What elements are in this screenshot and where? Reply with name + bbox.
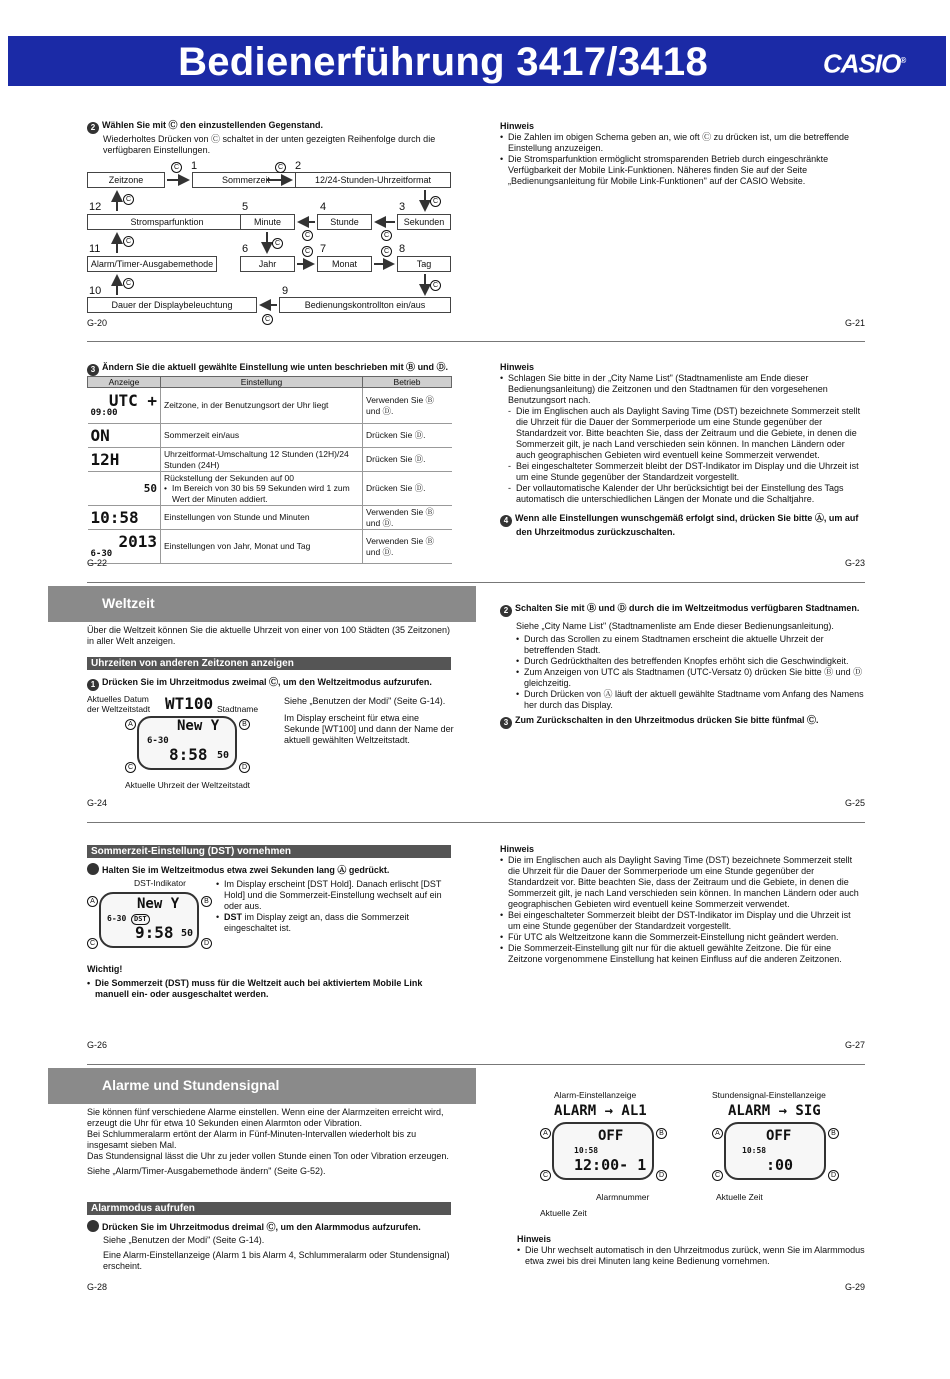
lcd-text: ALARM → SIG [728,1103,821,1119]
d-button-icon: D [239,762,250,773]
dst-bold: DST [224,911,242,922]
step-text: Drücken Sie im Uhrzeitmodus dreimal Ⓒ, um den Alarmmodus aufzurufen. [102,1222,421,1232]
lcd-text: New Y [177,718,220,734]
display-cell [88,388,161,424]
section-weltzeit: Weltzeit [48,586,476,622]
operation-cell: Drücken Sie Ⓓ. [363,424,452,448]
lcd-text: New Y [137,896,180,912]
b-button-icon: B [656,1128,667,1139]
divider [87,341,865,342]
g28-notes [103,1235,453,1272]
label-alarm-number: Alarmnummer [596,1192,650,1202]
flow-box-ton: Bedienungskontrollton ein/aus [279,297,451,313]
lcd-text: ON [90,425,110,445]
operation-cell: Drücken Sie Ⓓ. [363,448,452,472]
flow-num: 7 [320,243,327,255]
page-number: G-23 [845,558,866,568]
step-text: Drücken Sie im Uhrzeitmodus zweimal Ⓒ, um den Weltzeitmodus aufzurufen. [102,677,432,687]
label-date: Aktuelles Datum der Weltzeitstadt [87,694,151,715]
warning-list [87,978,457,1000]
c-button-icon: C [123,194,134,205]
a-button-icon: A [540,1128,551,1139]
table-row [88,424,452,448]
reference-text: Siehe „Alarm/Timer-Ausgabemethode ändern" (Seite G-52). [87,1165,326,1176]
g29-hint [517,1234,865,1267]
hint-item: • Die Stromsparfunktion ermöglicht stromsparenden Betrieb durch eingeschränkte Verfügbarkeit der Mobile Link-Funktionen. Näheres finden Sie auf der Seite „Bedienungsanleitung für Mobile Link-Funktionen" auf der CASIO Website. [500,154,865,187]
intro-text: Das Stundensignal lässt die Uhr zu jeder vollen Stunde einen Ton oder Vibration erzeugen. [87,1150,449,1161]
setting-cell: Zeitzone, in der Benutzungsort der Uhr liegt [161,388,363,424]
lcd-text: 12H [90,449,120,469]
col-anzeige: Anzeige [88,377,161,388]
flow-box-stromspar: Stromsparfunktion [87,214,247,230]
subsection-bar: Uhrzeiten von anderen Zeitzonen anzeigen [87,657,451,670]
lcd-text: 10:58 [574,1146,599,1155]
hint-subitem: - Die im Englischen auch als Daylight Saving Time (DST) bezeichnete Sommerzeit stellt die Uhrzeit für die Dauer der Sommerperiode um eine Stunde gegenüber der Standardzeit vor. Bitte beachten Sie, dass der Zeitraum und die Gebiete, in denen die Sommerzeit gilt, je nach Land verschieden sein können. In manchen Ländern oder auch geographischen Gebieten wird eventuell keine Sommerzeit verwendet. [508,406,865,461]
section-alarme: Alarme und Stundensignal [48,1068,476,1104]
dst-watch-figure [87,876,212,954]
operation-cell: Verwenden Sie Ⓑ und Ⓓ. [363,388,452,424]
step-text: Halten Sie im Weltzeitmodus etwa zwei Sekunden lang Ⓐ gedrückt. [102,865,390,875]
header-bar [8,36,946,86]
label-dst: DST-Indikator [134,878,186,888]
setting-cell: Uhrzeitformat-Umschaltung 12 Stunden (12H)/24 Stunden (24H) [161,448,363,472]
alarm-watch-figure [540,1088,690,1218]
g26-notes [216,879,456,934]
step-text: Wiederholtes Drücken von Ⓒ schaltet in der unten gezeigten Reihenfolge durch die verfügbaren Einstellungen. [103,134,436,155]
c-button-icon: C [302,230,313,241]
page-number: G-29 [845,1282,866,1292]
flow-box-alarm: Alarm/Timer-Ausgabemethode [87,256,217,272]
c-button-icon: C [540,1170,551,1181]
flow-num: 2 [295,160,302,172]
lcd-text: 09:00 [90,408,118,418]
intro-text: Bei Schlummeralarm ertönt der Alarm in Fünf-Minuten-Intervallen wiederholt bis zu insgesamt sieben Mal. [87,1128,417,1150]
lcd-text: OFF [766,1128,792,1144]
c-button-icon: C [123,278,134,289]
g20-step [87,120,457,156]
flow-box-jahr: Jahr [240,256,295,272]
hint-item: • Bei eingeschalteter Sommerzeit bleibt der DST-Indikator im Display und die Uhrzeit ist um eine Stunde gegenüber der Standardzeit vorgestellt. [500,910,865,932]
dst-indicator: DST [131,914,150,925]
step-heading: Ändern Sie die aktuell gewählte Einstellung wie unten beschrieben mit Ⓑ und Ⓓ. [102,362,449,372]
description-text: Eine Alarm-Einstellanzeige (Alarm 1 bis Alarm 4, Schlummeralarm oder Stundensignal) erscheint. [103,1249,450,1271]
lcd-text: 10:58 [90,507,139,527]
step-number: 2 [500,605,512,617]
info-item: • Durch Drücken von Ⓐ läuft der aktuell gewählte Stadtname vom Anfang des Namens her durch das Display. [516,689,865,711]
step-bullet [87,863,99,875]
c-button-icon: C [712,1170,723,1181]
lcd-text: 6-30 [90,549,113,560]
table-row [88,506,452,530]
intro-text: Sie können fünf verschiedene Alarme einstellen. Wenn eine der Alarmzeiten erreicht wird, erzeugt die Uhr für etwa 10 Sekunden einen Alarmton oder Vibration. [87,1107,444,1128]
c-button-icon: C [123,236,134,247]
table-row [88,448,452,472]
col-betrieb: Betrieb [363,377,452,388]
flow-num: 3 [399,201,406,213]
page-number: G-27 [845,1040,866,1050]
a-button-icon: A [125,719,136,730]
flow-box-licht: Dauer der Displaybeleuchtung [87,297,257,313]
lcd-text: 8:58 [169,745,208,764]
b-button-icon: B [239,719,250,730]
lcd-text: 6-30 [147,736,169,746]
watch-face [99,892,199,948]
operation-cell: Verwenden Sie Ⓑ und Ⓓ. [363,506,452,530]
c-button-icon: C [381,246,392,257]
warning-item: • Die Sommerzeit (DST) muss für die Weltzeit auch bei aktiviertem Mobile Link manuell ein- oder ausgeschaltet werden. [87,978,457,1000]
lcd-text: 50 [217,750,230,761]
step-number: 3 [87,364,99,376]
step-text: Zum Zurückschalten in den Uhrzeitmodus drücken Sie bitte fünfmal Ⓒ. [515,714,819,725]
lcd-text: 9:58 [135,923,174,942]
info-item: • Durch das Scrollen zu einem Stadtnamen erscheint die aktuelle Uhrzeit der betreffenden Stadt. [516,634,865,656]
hint-heading: Hinweis [517,1234,552,1244]
reference-text: Siehe „City Name List" (Stadtnamenliste am Ende dieser Bedienungsanleitung). [516,621,834,631]
lcd-text: :00 [766,1156,794,1174]
hint-heading: Hinweis [500,844,535,854]
divider [87,822,865,823]
display-cell [88,472,161,506]
display-cell [88,448,161,472]
c-button-icon: C [302,246,313,257]
c-button-icon: C [430,196,441,207]
b-button-icon: B [828,1128,839,1139]
hint-subitem: - Der vollautomatische Kalender der Uhr berücksichtigt bei der Einstellung des Tags automatisch die unterschiedlichen Längen der Monate und die Schaltjahre. [508,483,865,505]
c-button-icon: C [430,280,441,291]
c-button-icon: C [125,762,136,773]
setting-cell: Sommerzeit ein/aus [161,424,363,448]
label-signal: Stundensignal-Einstellanzeige [712,1090,826,1100]
flow-num: 1 [191,160,198,172]
page-number: G-22 [87,558,108,568]
flow-num: 11 [89,243,101,255]
lcd-text: WT100 [165,694,214,713]
display-cell [88,424,161,448]
a-button-icon: A [712,1128,723,1139]
flow-box-format: 12/24-Stunden-Uhrzeitformat [295,172,451,188]
page-number: G-26 [87,1040,108,1050]
flow-num: 10 [89,285,102,297]
flow-num: 12 [89,201,102,213]
page-number: G-20 [87,318,108,328]
lcd-text: 6-30 [107,914,127,923]
divider [87,582,865,583]
hint-item: • Die Zahlen im obigen Schema geben an, wie oft Ⓒ zu drücken ist, um die betreffende Einstellung anzuzeigen. [500,132,865,154]
info-item: • Im Display erscheint [DST Hold]. Danach erlischt [DST Hold] und die Sommerzeit-Einstellung wechselt auf ein oder aus. [216,879,456,912]
c-button-icon: C [87,938,98,949]
col-einstellung: Einstellung [161,377,363,388]
g23-hint [500,362,865,538]
worldtime-watch-figure [87,692,282,792]
c-button-icon: C [171,162,182,173]
hint-item: • Die Uhr wechselt automatisch in den Uhrzeitmodus zurück, wenn Sie im Alarmmodus etwa zwei bis drei Minuten lang keine Bedienung vornehmen. [517,1245,865,1267]
step-text: Wenn alle Einstellungen wunschgemäß erfolgt sind, drücken Sie bitte Ⓐ, um auf den Uhrzeitmodus zurückzuschalten. [515,512,859,537]
info-item: • Zum Anzeigen von UTC als Stadtnamen (UTC-Versatz 0) drücken Sie bitte Ⓑ und Ⓓ gleichzeitig. [516,667,865,689]
table-row [88,388,452,424]
hint-item: • Schlagen Sie bitte in der „City Name List" (Stadtnamenliste am Ende dieser Bedienungsanleitung) die Zeitzonen und den Stadtnamen für den vorgesehenen Benutzungsort nach. [500,373,865,406]
flow-num: 5 [242,201,249,213]
label-city: Stadtname [217,704,259,714]
label-alarm: Alarm-Einstellanzeige [554,1090,637,1100]
page-number: G-24 [87,798,108,808]
flow-box-tag: Tag [397,256,451,272]
operation-cell: Verwenden Sie Ⓑ und Ⓓ. [363,530,452,564]
d-button-icon: D [201,938,212,949]
hint-heading: Hinweis [500,121,535,131]
c-button-icon: C [272,238,283,249]
flow-box-minute: Minute [240,214,295,230]
c-button-icon: C [275,162,286,173]
page-number: G-21 [845,318,866,328]
divider [87,1064,865,1065]
setting-cell [161,472,363,506]
flow-box-sommerzeit: Sommerzeit [192,172,300,188]
g24-notes [284,696,454,746]
signal-watch-figure [712,1088,862,1208]
watch-face [552,1122,654,1180]
g26-step [87,863,457,876]
subsection-bar: Alarmmodus aufrufen [87,1202,451,1215]
page-title: Bedienerführung 3417/3418 [178,40,708,84]
lcd-text: 2013 [118,532,157,552]
casio-logo: CASIO® [823,48,906,79]
flow-box-monat: Monat [317,256,372,272]
lcd-text: 10:58 [742,1146,767,1155]
intro-text: Über die Weltzeit können Sie die aktuelle Uhrzeit von einer von 100 Städten (35 Zeitzonen) in aller Welt anzeigen. [87,625,451,646]
flow-num: 4 [320,201,327,213]
b-button-icon: B [201,896,212,907]
step-text: Schalten Sie mit Ⓑ und Ⓓ durch die im Weltzeitmodus verfügbaren Stadtnamen. [515,603,860,613]
setting-cell: Einstellungen von Jahr, Monat und Tag [161,530,363,564]
flow-num: 8 [399,243,406,255]
step-bullet [87,1220,99,1232]
table-row [88,530,452,564]
setting-cell: Einstellungen von Stunde und Minuten [161,506,363,530]
setting-text: Rückstellung der Sekunden auf 00 [164,473,294,483]
d-button-icon: D [828,1170,839,1181]
g28-step [87,1220,457,1233]
reference-text: Siehe „Benutzen der Modi" (Seite G-14). [284,696,446,706]
info-item [216,912,456,934]
watch-face [724,1122,826,1180]
lcd-text: OFF [598,1128,624,1144]
label-current-time: Aktuelle Zeit [716,1192,763,1202]
step-number: 3 [500,717,512,729]
flow-box-sekunden: Sekunden [397,214,451,230]
c-button-icon: C [262,314,273,325]
flow-num: 9 [282,285,289,297]
watch-face [137,716,237,770]
g24-step [87,677,457,691]
info-text: im Display zeigt an, dass die Sommerzeit eingeschaltet ist. [224,911,410,933]
hint-subitem: - Bei eingeschalteter Sommerzeit bleibt der DST-Indikator im Display und die Uhrzeit ist um eine Stunde gegenüber der Standardzeit vorgestellt. [508,461,865,483]
info-item: • Durch Gedrückthalten des betreffenden Knopfes erhöht sich die Geschwindigkeit. [516,656,865,667]
c-button-icon: C [381,230,392,241]
display-cell [88,506,161,530]
step-number: 1 [87,679,99,691]
hint-item: • Die im Englischen auch als Daylight Saving Time (DST) bezeichnete Sommerzeit stellt die Uhrzeit für die Dauer der Sommerperiode um eine Stunde gegenüber der Standardzeit vor. Bitte beachten Sie, dass der Zeitraum und die Gebiete, in denen die Sommerzeit gilt, je nach Land verschieden sein können. In manchen Ländern oder auch geographischen Gebieten wird eventuell keine Sommerzeit verwendet. [500,855,865,910]
label-current-time: Aktuelle Zeit [540,1208,587,1218]
g28-intro [87,1107,457,1177]
flow-box-zeitzone: Zeitzone [87,172,165,188]
hint-heading: Hinweis [500,362,535,372]
a-button-icon: A [87,896,98,907]
flow-num: 6 [242,243,249,255]
flow-box-stunde: Stunde [317,214,372,230]
reference-text: Siehe „Benutzen der Modi" (Seite G-14). [103,1235,265,1245]
g22-step [87,362,457,376]
step-number: 2 [87,122,99,134]
label-time: Aktuelle Uhrzeit der Weltzeitstadt [125,780,251,790]
step-heading: Wählen Sie mit Ⓒ den einzustellenden Gegenstand. [102,120,324,130]
lcd-text: 12:00- 1 [574,1156,647,1174]
warning-heading: Wichtig! [87,964,123,974]
g27-hint [500,844,865,965]
page-number: G-28 [87,1282,108,1292]
operation-cell: Drücken Sie Ⓓ. [363,472,452,506]
page-number: G-25 [845,798,866,808]
settings-table [87,376,452,564]
lcd-text: ALARM → AL1 [554,1103,647,1119]
g25-steps [500,603,865,729]
lcd-text: UTC + [108,391,157,410]
step-number: 4 [500,515,512,527]
setting-note: • Im Bereich von 30 bis 59 Sekunden wird 1 zum Wert der Minuten addiert. [164,483,359,504]
lcd-text: 50 [143,481,157,495]
table-row [88,472,452,506]
hint-item: • Für UTC als Weltzeitzone kann die Sommerzeit-Einstellung nicht geändert werden. [500,932,865,943]
g21-hint [500,121,865,187]
lcd-text: 50 [181,928,194,939]
d-button-icon: D [656,1170,667,1181]
subsection-bar: Sommerzeit-Einstellung (DST) vornehmen [87,845,451,858]
description-text: Im Display erscheint für etwa eine Sekunde [WT100] und dann der Name der aktuell gewählten Weltzeitstadt. [284,712,454,745]
hint-item: • Die Sommerzeit-Einstellung gilt nur für die aktuell gewählte Zeitzone. Die für eine Zeitzone vorgenommene Einstellung hat keinen Einfluss auf die anderen Zeitzonen. [500,943,865,965]
